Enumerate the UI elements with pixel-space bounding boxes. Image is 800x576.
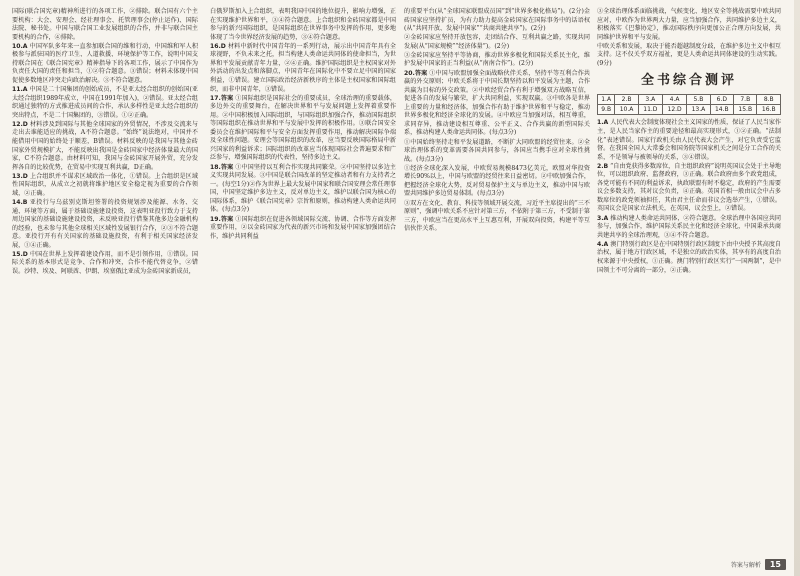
explanation-text: ③金砖国家应坚持平等协商，推动世界多极化和国际关系民主化，维护发展中国家的正当利益(从“南南合作”)。(2分) (404, 51, 590, 68)
answer-key-cell: 13.A (687, 105, 710, 115)
answer-key-cell: 12.D (662, 105, 686, 115)
explanation-text: ①经济全球化深入发展，中欧贸易规模8473亿美元，欧盟对华投资增长90%以上，中国与欧盟的经贸往来日益密切。②中欧加强合作，把握经济全球化大势，反对贸易保护主义与单边主义，推动中国与欧盟共同维护多边贸易体制。(每点3分) (404, 164, 590, 198)
page-footer (731, 559, 786, 570)
answer-key-cell: 3.A (638, 95, 662, 105)
question-number: 17.答案 (210, 94, 234, 102)
answer-paragraph (404, 165, 590, 199)
question-number: 4.A (597, 240, 609, 248)
answer-paragraph (210, 95, 396, 163)
explanation-text: ①国际组织是国际社会的重要成员，全球治理的重要载体，多边外交的重要舞台，在解决世界和平与发展问题上发挥着重要作用。②中国积极加入国际组织，与国际组织加强合作，推动国际组织等国际组织在推动世界和平与发展中发挥的积极作用。③联合国安全委员会在维护国际和平与安全方面发挥重要作用，推动解决国际争端及全球性问题。安理会等国际组织的改革，应当要反映国际格局中新兴国家的利益诉求；国际组织的改革应当体现国际社会普遍要求和广泛参与，增强国际组织的代表性，坚持多边主义。 (210, 94, 397, 162)
explanation-text: 中国在世界上发挥着建设作用，而不是引领作用，①错误。国际关系的基本形式是竞争、合作和冲突，合作不能代替竞争，②错误。沙特、埃及、阿联酋、伊朗、埃塞俄比亚成为金砖国家新成员， (12, 250, 199, 275)
answer-key-cell: 14.B (710, 105, 733, 115)
answer-paragraph (12, 43, 198, 86)
explanation-text: ②金砖国家应坚持开放包容，走团结合作、互利共赢之路，实现共同发展(从“国家规模”“经济体量”)。(2分) (404, 34, 590, 50)
answer-key-cell: 8.B (757, 95, 781, 105)
page-number: 15 (765, 559, 786, 570)
answer-paragraph (597, 215, 781, 241)
answer-key-row (598, 105, 781, 115)
explanation-text: 材料中新时代中国青年的一系列行动，展示出中国青年具有全球视野，不负未来之托，担当构建人类命运共同体的使命担当，为世界和平发展贡献青年力量，②④正确。维护国际组织是主权国家对外外活动的出发点和落脚点，中国青年在国际化中不要立足中国的国家利益，①错误。建立国际政治经济新秩序的主体是主权国家和国际组织，而非中国青年，③错误。 (210, 42, 397, 93)
answer-paragraph (12, 199, 198, 250)
explanation-text: 白俄罗斯加入上合组织，表明我国中国的地位提升，影响力增强，正在实现维护世界和平，③④符合题意。上合组织和金砖国家都是中国参与的新兴国际组织，是国际组织在世界事务中发挥的作用，更多地体现了当今世界经济发展的趋势，③④符合题意。 (210, 8, 396, 41)
answer-paragraph (404, 70, 590, 138)
question-number: 3.A (597, 214, 609, 222)
answer-key-table (597, 94, 781, 115)
answer-paragraph (404, 52, 590, 69)
question-number: 20.答案 (404, 69, 428, 77)
answer-paragraph (12, 121, 198, 172)
answer-key-cell: 11.D (638, 105, 662, 115)
explanation-text: 材料涉及到国际与其他全球国家的外贸情况，不涉及交流来与走出去谁能适应的挑战，A不符合题意。“始终”说法绝对，中国并不能借用中国的始终处于顺差，B错误。材料反映的是我国与其他金砖国家外贸规模扩大，不能反映出我国是金砖国家中经济体量最大的国家，C不符合题意。由材料可知，我国与金砖国家开展外贸，充分发挥各自的比较优势，在贸易中实现互利共赢，D正确。 (12, 120, 199, 171)
answer-paragraph (210, 43, 396, 94)
explanation-text: ①中国与欧盟加强全面战略伙伴关系，坚持平等互利合作共赢的外交原则；中欧关系将于中国长期坚持以和平发展为主题，合作共赢为目标的外交政策。②中欧经贸合作有利于增强双方战略互信，促进各自的发展与繁荣，扩大共同利益，实现双赢。③中欧各是世界上重要的力量和经济体，加强合作有助于维护世界和平与稳定，推动世界多极化和经济全球化的发展。④中欧应当加强对话，相互尊重，求同存异，推动建设相互尊重、公平正义、合作共赢的新型国际关系，推动构建人类命运共同体。(每点3分) (404, 69, 591, 137)
explanation-text: 国际(联合国宪章)精神所进行的各项工作，②排除。联合国有六个主要机构：大会、安理会、经社理事会、托管理事会(停止运作)、国际法院、秘书处。中国与联合国工业发展组织的合作，并非与联合国主要机构的合作，④排除。 (12, 8, 198, 41)
column-2 (210, 8, 396, 242)
answer-paragraph (404, 34, 590, 51)
explanation-text: 中国是二十国集团的创始成员，不是亚太经合组织的创始国(亚太经合组织1989年成立，中国在1991年加入)，②错误。亚太经合组织通过独特的方式推进成员间的合作，承认多样性是亚太经合组织的突出特点，不是二十国集团的，③错误。①②正确。 (12, 86, 198, 119)
answer-key-cell: 5.B (687, 95, 710, 105)
question-number: 1.A (597, 119, 609, 127)
answer-paragraph (597, 43, 781, 69)
explanation-text: 推动构建人类命运共同体，②符合题意。全球治理中各国应共同参与，加强合作，维护国际关系民主化和经济全球化，中国秉承共商共建共享的全球治理观，③④不符合题意。 (597, 214, 782, 239)
column-4-top (597, 8, 781, 68)
answer-key-row (598, 95, 781, 105)
explanation-text: 人民代表大会制度体现社会主义国家的性质，保证了人民当家作主，是人民当家作主的重要途径和最高实现形式，①②正确。“法制化”表述错误。国家行政机关由人民代表大会产生，对它负责受它监督。在我国全国人大常委会和国务院等国家机关之间是分工合作的关系，不是领导与被领导的关系，③④错误。 (597, 119, 782, 161)
question-number: 16.D (210, 42, 226, 50)
column-4 (597, 8, 781, 276)
answer-paragraph (404, 8, 590, 34)
question-number: 15.D (12, 250, 28, 258)
question-number: 14.B (12, 199, 28, 206)
answer-paragraph (12, 8, 198, 42)
page-edge-stripe (794, 0, 800, 576)
answer-paragraph (597, 119, 781, 162)
answer-key-cell: 6.D (710, 95, 733, 105)
answer-paragraph (210, 8, 396, 42)
column-4-bottom (597, 119, 781, 275)
question-number: 12.D (12, 120, 28, 128)
explanation-text: ①中国坚持以互利合作实现共同繁荣。②中国坚持以多边主义实现共同发展。③中国是联合国改革的坚定推动者和有力支持者之一。(每空1分)②作为世界上最大发展中国家和联合国安理会常任理事国，中国坚定维护多边主义，反对单边主义，维护以联合国为核心的国际体系，维护《联合国宪章》宗旨和原则，推动构建人类命运共同体。(每点3分) (210, 163, 397, 214)
answer-key-cell: 4.A (662, 95, 686, 105)
answer-paragraph (210, 164, 396, 215)
answer-paragraph (12, 173, 198, 199)
answer-paragraph (597, 241, 781, 275)
answer-paragraph (210, 216, 396, 242)
answer-paragraph (404, 139, 590, 165)
column-1 (12, 8, 198, 277)
explanation-text: 的重要平台(从“全球国家联盟成员国”到“世界多极化格局”)。(2分)金砖国家应坚持扩员，为有力助力提高金砖国家在国际事务中的话语权(从“共同开放、发展中国家”“共商共建共享”)。(2分) (404, 8, 590, 33)
answer-paragraph (597, 163, 781, 214)
answer-key-cell: 10.A (615, 105, 638, 115)
question-number: 2.B (597, 162, 609, 170)
explanation-text: 澳门特别行政区是在中国特别行政区制度下由中央授予其高度自治权，属于地方行政区域，不是独立的政治实体，其享有的高度自治权来源于中央授权，①正确。澳门特别行政区实行“一国两制”，是中国领土不可分离的一部分，②正确。 (597, 240, 782, 274)
question-number: 11.A (12, 86, 28, 94)
column-3 (404, 8, 590, 234)
answer-paragraph (12, 251, 198, 277)
explanation-text: “自由党获得多数席位，自主组织政府”说明英国议会处于主导地位，可以组织政府、监督政府，③正确。联合政府由多个政党组成，各党可能有不同的利益诉求，执政联盟有时不稳定，政府的产生需要议会多数支持，其对议会负责，④正确。英国首相一般由议会中占多数席位的政党领袖担任，其由君主任命而非议会选举产生，①错误。英国议会是国家立法机关，在英国，议会至上，②错误。 (597, 162, 782, 213)
explanation-text: ③全球治理体系面临挑战，气候变化、地区安全等挑战需要中欧共同应对，中欧作为世界两大力量，应当加强合作，共同维护多边主义，积极落实《巴黎协定》，推动国际秩序向更加公正合理方向发展，共同维护世界和平与发展。 (597, 8, 781, 41)
answer-key-cell: 15.B (734, 105, 757, 115)
explanation-text: 中欧关系和发展，取决于能否超越制度分歧，在维护多边主义中相互支持。这不仅关乎双方福祉，更是人类命运共同体建设的生动实践。(9分) (597, 42, 781, 67)
answer-key-cell: 2.B (615, 95, 638, 105)
explanation-text: 上合组织并不谋求区域政治一体化，①错误。上合组织是区域性国际组织，从成立之初就将维护地区安全稳定视为重要的合作领域，②正确。 (12, 172, 199, 197)
explanation-text: 亚投行与乌兹别克斯坦签署的投资规划涉及能源、水务、交通、环境等方面，属于基础设施建设投资，这表明亚投行致力于支持周边国家的基础设施建设投资，未反映亚投行借鉴其他多边金融机构的经验，也未参与其他全球相关区域性发展银行合作，②③不符合题意。亚投行开有有关国家的基础设施投资，有利于相关国家经济发展，①④正确。 (12, 199, 199, 249)
question-number: 13.D (12, 172, 28, 180)
answer-key-cell: 16.B (757, 105, 781, 115)
footer-label: 答案与解析 (730, 562, 761, 569)
explanation-text: ①中国始终坚持走和平发展道路，不断扩大同欧盟的经贸往来。②全球治理体系的变革需要各国共同参与，各国应当携手应对全球性挑战。(每点3分) (404, 138, 590, 163)
section-title: 全书综合测评 (640, 73, 737, 89)
explanation-text: ①国际组织在促进各领域国际交流、协调、合作等方面发挥重要作用，②以金砖国家为代表的新兴市场和发展中国家加强团结合作，维护共同利益 (210, 215, 397, 240)
explanation-text: ③双方在文化、教育、科技等领域开展交流，习近平主席提出的“三不原则”，强调中欧关系不应针对第三方，不依附于第三方，不受制于第三方，中欧应当在更高水平上互惠互利，开展双向投资，构建平等互信伙伴关系。 (404, 199, 590, 233)
answer-key-cell: 9.B (598, 105, 615, 115)
answer-paragraph (597, 8, 781, 42)
question-number: 10.A (12, 42, 28, 50)
answer-key-cell: 1.A (598, 95, 615, 105)
answer-key-cell: 7.B (734, 95, 757, 105)
answer-paragraph (404, 200, 590, 234)
question-number: 18.答案 (210, 163, 234, 171)
question-number: 19.答案 (210, 215, 234, 223)
answer-paragraph (12, 86, 198, 120)
explanation-text: 中国军队多年来一直参加联合国的维和行动，中国维和军人积极参与派驻国的医疗卫生、人道救援、环境保护等工作，说明中国支持联合国在《联合国宪章》精神指导下的各项工作，展示了中国作为负责任大国的责任和担当，①②符合题意。③错误；材料未体现中国促使多数地区冲突走向政治解决。③不符合题意。 (12, 42, 199, 84)
